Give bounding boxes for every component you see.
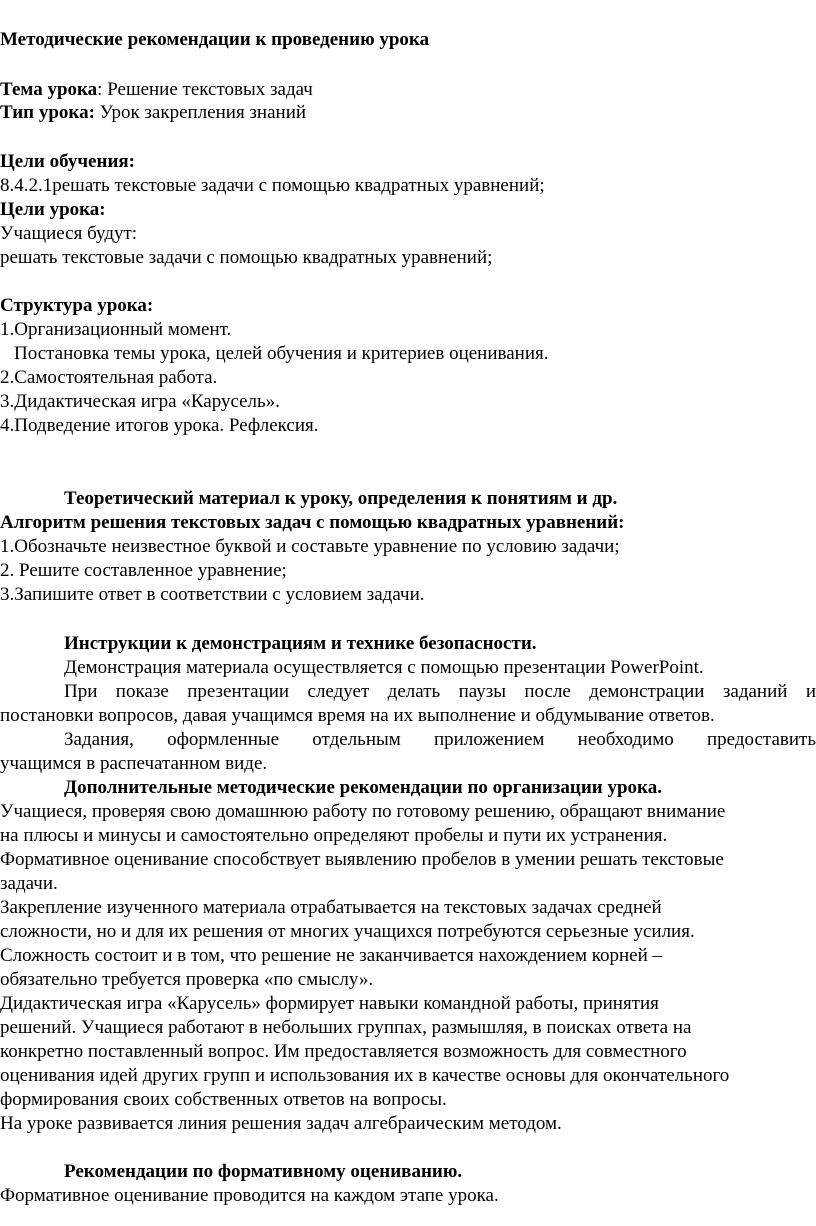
structure-item: 4.Подведение итогов урока. Рефлексия. xyxy=(0,415,319,436)
document-title: Методические рекомендации к проведению урока xyxy=(0,29,430,50)
additional-line: Закрепление изученного материала отрабатывается на текстовых задачах средней xyxy=(0,897,662,918)
additional-line: Формативное оценивание способствует выявлению пробелов в умении решать текстовые xyxy=(0,849,724,870)
type-line xyxy=(0,101,306,125)
additional-line: Учащиеся, проверяя свою домашнюю работу по готовому решению, обращают внимание xyxy=(0,801,726,822)
type-label: Тип урока: xyxy=(0,102,95,123)
instructions-line: учащимся в распечатанном виде. xyxy=(0,753,268,774)
structure-item: 1.Организационный момент. xyxy=(0,319,232,340)
topic-line xyxy=(0,78,313,102)
structure-item: Постановка темы урока, целей обучения и критериев оценивания. xyxy=(14,343,549,364)
theory-heading: Теоретический материал к уроку, определения к понятиям и др. xyxy=(64,488,618,509)
additional-heading: Дополнительные методические рекомендации по организации урока. xyxy=(64,777,662,798)
assessment-line: Формативное оценивание проводится на каждом этапе урока. xyxy=(0,1185,499,1206)
additional-line: конкретно поставленный вопрос. Им предоставляется возможность для совместного xyxy=(0,1041,687,1062)
additional-line: решений. Учащиеся работают в небольших группах, размышляя, в поисках ответа на xyxy=(0,1017,692,1038)
assessment-heading: Рекомендации по формативному оцениванию. xyxy=(64,1161,463,1182)
additional-line: формирования своих собственных ответов на вопросы. xyxy=(0,1089,447,1110)
additional-line: На уроке развивается линия решения задач алгебраическим методом. xyxy=(0,1113,562,1134)
instructions-line: Демонстрация материала осуществляется с помощью презентации PowerPoint. xyxy=(64,657,704,678)
instructions-line: При показе презентации следует делать паузы после демонстрации заданий и xyxy=(64,681,816,702)
learning-goal-item: 8.4.2.1решать текстовые задачи с помощью квадратных уравнений; xyxy=(0,175,545,196)
lesson-goals-heading: Цели урока: xyxy=(0,199,106,220)
lesson-goal-item: решать текстовые задачи с помощью квадратных уравнений; xyxy=(0,247,493,268)
additional-line: оценивания идей других групп и использования их в качестве основы для окончательного xyxy=(0,1065,730,1086)
type-value: Урок закрепления знаний xyxy=(94,102,307,123)
additional-line: сложности, но и для их решения от многих учащихся потребуются серьезные усилия. xyxy=(0,921,695,942)
additional-line: Дидактическая игра «Карусель» формирует навыки командной работы, принятия xyxy=(0,993,659,1014)
learning-goals-heading: Цели обучения: xyxy=(0,151,135,172)
structure-item: 2.Самостоятельная работа. xyxy=(0,367,218,388)
additional-line: на плюсы и минусы и самостоятельно определяют пробелы и пути их устранения. xyxy=(0,825,668,846)
lesson-goals-intro: Учащиеся будут: xyxy=(0,223,138,244)
topic-label: Тема урока xyxy=(0,79,98,100)
algorithm-heading: Алгоритм решения текстовых задач с помощью квадратных уравнений: xyxy=(0,512,625,533)
instructions-line: Задания, оформленные отдельным приложением необходимо предоставить xyxy=(64,729,816,750)
algorithm-step: 1.Обозначьте неизвестное буквой и составьте уравнение по условию задачи; xyxy=(0,536,620,557)
additional-line: Сложность состоит и в том, что решение не заканчивается нахождением корней – xyxy=(0,945,663,966)
algorithm-step: 2. Решите составленное уравнение; xyxy=(0,560,287,581)
additional-line: обязательно требуется проверка «по смыслу». xyxy=(0,969,374,990)
structure-item: 3.Дидактическая игра «Карусель». xyxy=(0,391,280,412)
instructions-heading: Инструкции к демонстрациям и технике безопасности. xyxy=(64,633,537,654)
structure-heading: Структура урока: xyxy=(0,295,154,316)
instructions-line: постановки вопросов, давая учащимся время на их выполнение и обдумывание ответов. xyxy=(0,705,715,726)
topic-value: : Решение текстовых задач xyxy=(97,79,313,100)
algorithm-step: 3.Запишите ответ в соответствии с условием задачи. xyxy=(0,584,425,605)
additional-line: задачи. xyxy=(0,873,58,894)
